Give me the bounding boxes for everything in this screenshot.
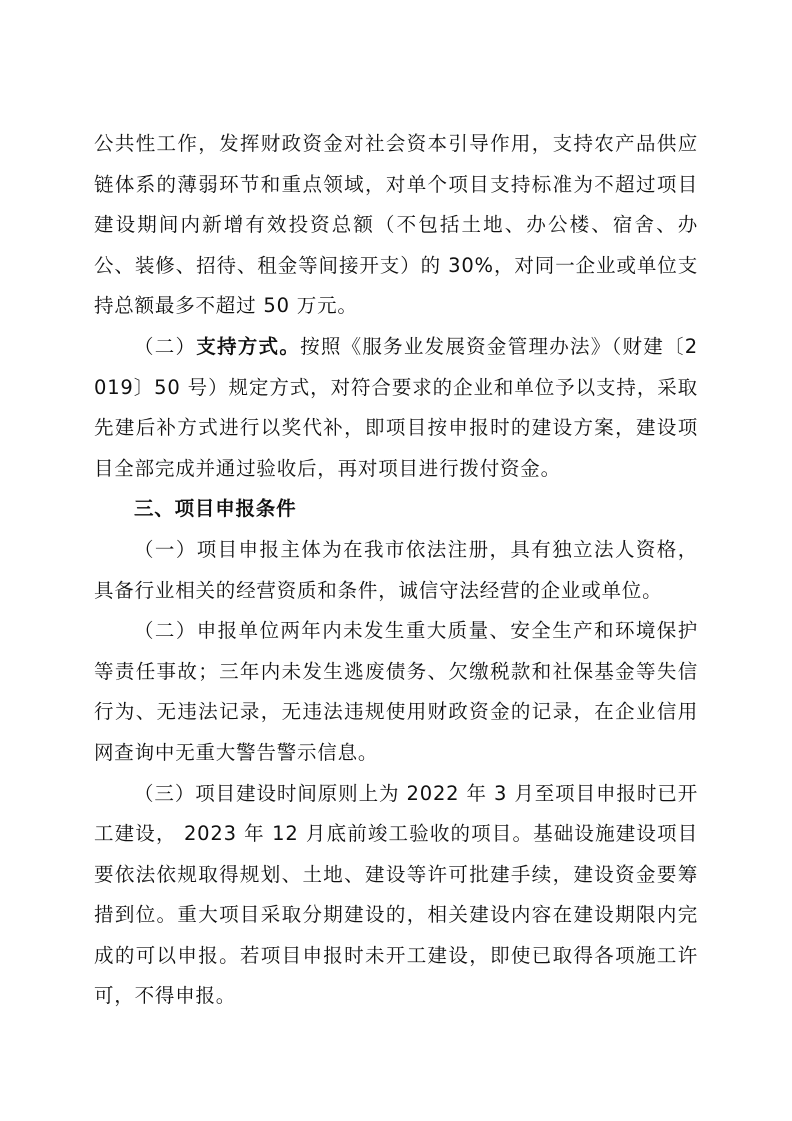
- support-method-text: 按照《服务业发展资金管理办法》（财建〔2019〕50 号）规定方式，对符合要求的企业和单位予以支持，采取先建后补方式进行以奖代补，即项目按申报时的建设方案，建设项目全部完成并通过验收后，再对项目进行拨付资金。: [94, 334, 698, 480]
- support-method-title: 支持方式。: [196, 334, 301, 358]
- paragraph-condition-1: （一）项目申报主体为在我市依法注册，具有独立法人资格，具备行业相关的经营资质和条件，诚信守法经营的企业或单位。: [94, 537, 698, 602]
- paragraph-support-standard: 公共性工作，发挥财政资金对社会资本引导作用，支持农产品供应链体系的薄弱环节和重点领域，对单个项目支持标准为不超过项目建设期间内新增有效投资总额（不包括土地、办公楼、宿舍、办公、装修、招待、租金等间接开支）的 30%，对同一企业或单位支持总额最多不超过 50 万元。: [94, 132, 698, 318]
- support-method-number: （二）: [134, 334, 197, 358]
- paragraph-condition-2: （二）申报单位两年内未发生重大质量、安全生产和环境保护等责任事故；三年内未发生逃废债务、欠缴税款和社保基金等失信行为、无违法记录，无违法违规使用财政资金的记录，在企业信用网查询中无重大警告警示信息。: [94, 619, 698, 764]
- paragraph-support-method: [94, 327, 698, 489]
- document-body: [94, 124, 698, 1017]
- paragraph-condition-3: （三）项目建设时间原则上为 2022 年 3 月至项目申报时已开工建设， 2023 年 12 月底前竣工验收的项目。基础设施建设项目要依法依规取得规划、土地、建设等许可批建手续，建设资金要筹措到位。重大项目采取分期建设的，相关建设内容在建设期限内完成的可以申报。若项目申报时未开工建设，即使已取得各项施工许可，不得申报。: [94, 781, 698, 1008]
- section-heading-application-conditions: 三、项目申报条件: [134, 497, 297, 521]
